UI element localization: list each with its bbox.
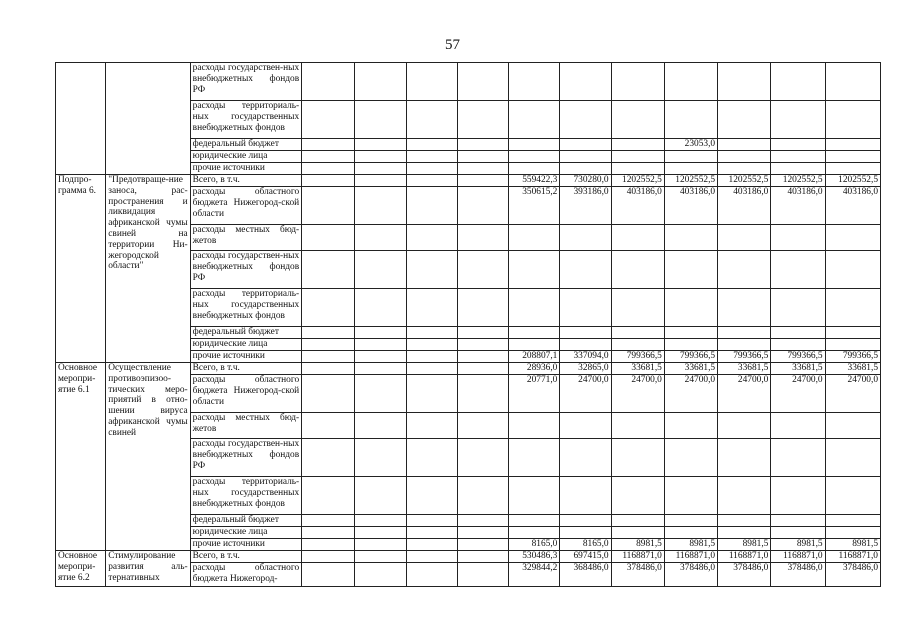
value-cell: [509, 251, 560, 289]
value-cell: [771, 289, 825, 327]
value-cell: [771, 151, 825, 163]
value-cell: 24700,0: [718, 375, 771, 413]
empty-cell: [355, 351, 406, 363]
value-cell: [560, 139, 611, 151]
value-cell: [664, 515, 717, 527]
value-cell: 337094,0: [560, 351, 611, 363]
empty-cell: [406, 515, 457, 527]
empty-cell: [355, 515, 406, 527]
empty-cell: [355, 101, 406, 139]
empty-cell: [457, 139, 508, 151]
value-cell: 403186,0: [825, 187, 880, 225]
value-cell: [560, 439, 611, 477]
value-cell: [825, 139, 880, 151]
empty-cell: [457, 327, 508, 339]
empty-cell: [457, 63, 508, 101]
value-cell: [718, 63, 771, 101]
empty-cell: [355, 139, 406, 151]
value-cell: [825, 327, 880, 339]
empty-cell: [355, 225, 406, 251]
value-cell: 24700,0: [664, 375, 717, 413]
value-cell: [825, 413, 880, 439]
value-cell: [509, 327, 560, 339]
funding-source-label: Всего, в т.ч.: [190, 175, 302, 187]
value-cell: [509, 339, 560, 351]
value-cell: [718, 289, 771, 327]
empty-cell: [406, 363, 457, 375]
funding-source-label: юридические лица: [190, 339, 302, 351]
empty-cell: [302, 339, 355, 351]
value-cell: 329844,2: [509, 563, 560, 587]
budget-table: [55, 62, 881, 587]
funding-source-label: расходы областного бюджета Нижегород-ской области: [190, 375, 302, 413]
value-cell: 33681,5: [718, 363, 771, 375]
funding-source-label: расходы местных бюд-жетов: [190, 413, 302, 439]
empty-cell: [302, 413, 355, 439]
value-cell: [771, 515, 825, 527]
empty-cell: [406, 413, 457, 439]
value-cell: 403186,0: [664, 187, 717, 225]
value-cell: [509, 101, 560, 139]
funding-source-label: прочие источники: [190, 163, 302, 175]
value-cell: 33681,5: [611, 363, 664, 375]
empty-cell: [457, 563, 508, 587]
value-cell: [771, 413, 825, 439]
value-cell: 559422,3: [509, 175, 560, 187]
value-cell: [825, 515, 880, 527]
value-cell: [611, 439, 664, 477]
value-cell: 378486,0: [664, 563, 717, 587]
value-cell: 8981,5: [664, 539, 717, 551]
funding-source-label: прочие источники: [190, 539, 302, 551]
program-name-cell: "Предотвраще-ние заноса, рас-пространения и ликвидация африканской чумы свиней на территории Ни-жегородской области": [106, 175, 190, 363]
value-cell: 1168871,0: [825, 551, 880, 563]
value-cell: [771, 63, 825, 101]
value-cell: [509, 63, 560, 101]
value-cell: 350615,2: [509, 187, 560, 225]
value-cell: 799366,5: [825, 351, 880, 363]
empty-cell: [302, 375, 355, 413]
value-cell: 24700,0: [560, 375, 611, 413]
value-cell: [718, 225, 771, 251]
empty-cell: [406, 527, 457, 539]
value-cell: [664, 251, 717, 289]
empty-cell: [302, 351, 355, 363]
value-cell: 378486,0: [825, 563, 880, 587]
value-cell: [560, 101, 611, 139]
empty-cell: [355, 527, 406, 539]
funding-source-label: расходы местных бюд-жетов: [190, 225, 302, 251]
value-cell: 8981,5: [718, 539, 771, 551]
empty-cell: [457, 225, 508, 251]
empty-cell: [355, 413, 406, 439]
empty-cell: [406, 289, 457, 327]
value-cell: 378486,0: [718, 563, 771, 587]
funding-source-label: расходы государствен-ных внебюджетных фондов РФ: [190, 63, 302, 101]
value-cell: [611, 163, 664, 175]
value-cell: [718, 439, 771, 477]
value-cell: [560, 327, 611, 339]
funding-source-label: расходы территориаль-ных государственных внебюджетных фондов: [190, 289, 302, 327]
value-cell: [664, 327, 717, 339]
empty-cell: [355, 63, 406, 101]
value-cell: 23053,0: [664, 139, 717, 151]
funding-source-label: юридические лица: [190, 151, 302, 163]
value-cell: [664, 413, 717, 439]
value-cell: 378486,0: [611, 563, 664, 587]
value-cell: [718, 327, 771, 339]
empty-cell: [355, 163, 406, 175]
empty-cell: [406, 327, 457, 339]
value-cell: [825, 439, 880, 477]
empty-cell: [302, 563, 355, 587]
value-cell: [509, 477, 560, 515]
value-cell: 403186,0: [611, 187, 664, 225]
value-cell: [611, 413, 664, 439]
value-cell: [560, 163, 611, 175]
empty-cell: [406, 101, 457, 139]
value-cell: [664, 163, 717, 175]
funding-source-label: Всего, в т.ч.: [190, 363, 302, 375]
value-cell: 33681,5: [825, 363, 880, 375]
value-cell: 1202552,5: [664, 175, 717, 187]
value-cell: [771, 251, 825, 289]
value-cell: [718, 413, 771, 439]
empty-cell: [406, 139, 457, 151]
value-cell: [771, 339, 825, 351]
funding-source-label: расходы государствен-ных внебюджетных фондов РФ: [190, 439, 302, 477]
empty-cell: [406, 375, 457, 413]
value-cell: [664, 63, 717, 101]
empty-cell: [302, 175, 355, 187]
empty-cell: [355, 339, 406, 351]
value-cell: [771, 477, 825, 515]
funding-source-label: федеральный бюджет: [190, 327, 302, 339]
empty-cell: [457, 175, 508, 187]
program-name-cell: Осуществление противоэпизоо-тических меро-приятий в отно-шении вируса африканской чумы свиней: [106, 363, 190, 551]
value-cell: 8981,5: [825, 539, 880, 551]
funding-source-label: прочие источники: [190, 351, 302, 363]
empty-cell: [457, 551, 508, 563]
empty-cell: [355, 477, 406, 515]
value-cell: 24700,0: [825, 375, 880, 413]
value-cell: [611, 527, 664, 539]
table-row: [56, 363, 881, 375]
value-cell: 799366,5: [611, 351, 664, 363]
value-cell: [664, 339, 717, 351]
empty-cell: [457, 477, 508, 515]
value-cell: [509, 163, 560, 175]
empty-cell: [457, 163, 508, 175]
table-row: [56, 551, 881, 563]
value-cell: 530486,3: [509, 551, 560, 563]
value-cell: 799366,5: [718, 351, 771, 363]
funding-source-label: юридические лица: [190, 527, 302, 539]
program-code-cell: [56, 63, 106, 175]
program-code-cell: Основное меропри-ятие 6.2: [56, 551, 106, 587]
value-cell: 1202552,5: [718, 175, 771, 187]
value-cell: [718, 251, 771, 289]
value-cell: [664, 101, 717, 139]
empty-cell: [302, 139, 355, 151]
empty-cell: [457, 515, 508, 527]
value-cell: [611, 515, 664, 527]
empty-cell: [457, 413, 508, 439]
value-cell: [509, 413, 560, 439]
empty-cell: [457, 439, 508, 477]
table-row: [56, 175, 881, 187]
empty-cell: [406, 251, 457, 289]
value-cell: [611, 63, 664, 101]
empty-cell: [302, 163, 355, 175]
value-cell: [825, 251, 880, 289]
empty-cell: [457, 101, 508, 139]
empty-cell: [355, 151, 406, 163]
empty-cell: [406, 551, 457, 563]
value-cell: [664, 289, 717, 327]
empty-cell: [406, 439, 457, 477]
empty-cell: [355, 551, 406, 563]
empty-cell: [355, 327, 406, 339]
empty-cell: [355, 363, 406, 375]
value-cell: [509, 439, 560, 477]
value-cell: 8165,0: [560, 539, 611, 551]
empty-cell: [406, 477, 457, 515]
value-cell: [825, 63, 880, 101]
value-cell: [611, 139, 664, 151]
empty-cell: [457, 351, 508, 363]
value-cell: [560, 339, 611, 351]
empty-cell: [302, 225, 355, 251]
empty-cell: [302, 439, 355, 477]
empty-cell: [457, 187, 508, 225]
value-cell: 24700,0: [771, 375, 825, 413]
value-cell: [509, 151, 560, 163]
empty-cell: [457, 527, 508, 539]
value-cell: [560, 413, 611, 439]
empty-cell: [302, 101, 355, 139]
value-cell: [509, 527, 560, 539]
value-cell: [611, 289, 664, 327]
value-cell: [718, 339, 771, 351]
value-cell: [509, 139, 560, 151]
empty-cell: [457, 339, 508, 351]
empty-cell: [302, 363, 355, 375]
empty-cell: [355, 187, 406, 225]
value-cell: 697415,0: [560, 551, 611, 563]
value-cell: 1168871,0: [718, 551, 771, 563]
page-number: 57: [445, 37, 460, 53]
value-cell: [664, 527, 717, 539]
empty-cell: [406, 63, 457, 101]
value-cell: 1168871,0: [771, 551, 825, 563]
value-cell: 1202552,5: [611, 175, 664, 187]
value-cell: 28936,0: [509, 363, 560, 375]
empty-cell: [302, 251, 355, 289]
value-cell: [611, 327, 664, 339]
value-cell: 32865,0: [560, 363, 611, 375]
value-cell: 368486,0: [560, 563, 611, 587]
empty-cell: [406, 225, 457, 251]
value-cell: [825, 151, 880, 163]
value-cell: [718, 151, 771, 163]
empty-cell: [302, 151, 355, 163]
value-cell: [664, 477, 717, 515]
empty-cell: [355, 439, 406, 477]
value-cell: 8165,0: [509, 539, 560, 551]
empty-cell: [406, 187, 457, 225]
value-cell: [771, 439, 825, 477]
empty-cell: [355, 539, 406, 551]
value-cell: [718, 139, 771, 151]
value-cell: [718, 101, 771, 139]
empty-cell: [302, 477, 355, 515]
value-cell: [560, 63, 611, 101]
empty-cell: [406, 163, 457, 175]
funding-source-label: расходы областного бюджета Нижегород-: [190, 563, 302, 587]
value-cell: 208807,1: [509, 351, 560, 363]
empty-cell: [355, 289, 406, 327]
program-name-cell: Стимулирование развития аль-тернативных: [106, 551, 190, 587]
value-cell: [611, 151, 664, 163]
value-cell: [509, 289, 560, 327]
value-cell: [664, 225, 717, 251]
value-cell: 393186,0: [560, 187, 611, 225]
empty-cell: [302, 527, 355, 539]
program-name-cell: [106, 63, 190, 175]
value-cell: [771, 139, 825, 151]
funding-source-label: расходы государствен-ных внебюджетных фондов РФ: [190, 251, 302, 289]
value-cell: [560, 527, 611, 539]
empty-cell: [302, 63, 355, 101]
table-row: [56, 63, 881, 101]
value-cell: [611, 101, 664, 139]
value-cell: [771, 527, 825, 539]
empty-cell: [302, 327, 355, 339]
value-cell: [509, 515, 560, 527]
value-cell: 1202552,5: [825, 175, 880, 187]
value-cell: 20771,0: [509, 375, 560, 413]
value-cell: [825, 101, 880, 139]
empty-cell: [406, 151, 457, 163]
empty-cell: [406, 539, 457, 551]
value-cell: [825, 225, 880, 251]
value-cell: [509, 225, 560, 251]
empty-cell: [457, 251, 508, 289]
value-cell: [771, 163, 825, 175]
empty-cell: [355, 563, 406, 587]
value-cell: 403186,0: [718, 187, 771, 225]
program-code-cell: Подпро-грамма 6.: [56, 175, 106, 363]
empty-cell: [355, 175, 406, 187]
empty-cell: [406, 175, 457, 187]
value-cell: [560, 251, 611, 289]
value-cell: [771, 225, 825, 251]
value-cell: [718, 163, 771, 175]
value-cell: [611, 339, 664, 351]
funding-source-label: расходы территориаль-ных государственных внебюджетных фондов: [190, 101, 302, 139]
value-cell: 8981,5: [611, 539, 664, 551]
empty-cell: [355, 375, 406, 413]
value-cell: [611, 251, 664, 289]
empty-cell: [457, 151, 508, 163]
value-cell: [560, 515, 611, 527]
value-cell: 378486,0: [771, 563, 825, 587]
value-cell: 24700,0: [611, 375, 664, 413]
funding-source-label: расходы территориаль-ных государственных внебюджетных фондов: [190, 477, 302, 515]
value-cell: 1168871,0: [664, 551, 717, 563]
empty-cell: [406, 351, 457, 363]
funding-source-label: федеральный бюджет: [190, 139, 302, 151]
value-cell: [611, 477, 664, 515]
value-cell: [611, 225, 664, 251]
value-cell: [664, 439, 717, 477]
program-code-cell: Основное меропри-ятие 6.1: [56, 363, 106, 551]
empty-cell: [302, 515, 355, 527]
empty-cell: [457, 539, 508, 551]
value-cell: [771, 327, 825, 339]
value-cell: 8981,5: [771, 539, 825, 551]
value-cell: 33681,5: [771, 363, 825, 375]
empty-cell: [406, 563, 457, 587]
value-cell: [825, 289, 880, 327]
value-cell: [825, 527, 880, 539]
value-cell: [560, 225, 611, 251]
value-cell: 730280,0: [560, 175, 611, 187]
value-cell: 33681,5: [664, 363, 717, 375]
funding-source-label: федеральный бюджет: [190, 515, 302, 527]
value-cell: 799366,5: [771, 351, 825, 363]
empty-cell: [302, 539, 355, 551]
funding-source-label: Всего, в т.ч.: [190, 551, 302, 563]
value-cell: [771, 101, 825, 139]
value-cell: [718, 515, 771, 527]
empty-cell: [457, 289, 508, 327]
empty-cell: [302, 187, 355, 225]
empty-cell: [457, 375, 508, 413]
value-cell: [560, 151, 611, 163]
funding-source-label: расходы областного бюджета Нижегород-ской области: [190, 187, 302, 225]
value-cell: [560, 477, 611, 515]
value-cell: 403186,0: [771, 187, 825, 225]
value-cell: 799366,5: [664, 351, 717, 363]
value-cell: [664, 151, 717, 163]
value-cell: [825, 477, 880, 515]
value-cell: [718, 527, 771, 539]
value-cell: [825, 163, 880, 175]
empty-cell: [457, 363, 508, 375]
empty-cell: [302, 289, 355, 327]
value-cell: [560, 289, 611, 327]
value-cell: 1202552,5: [771, 175, 825, 187]
value-cell: [825, 339, 880, 351]
value-cell: [718, 477, 771, 515]
empty-cell: [355, 251, 406, 289]
empty-cell: [302, 551, 355, 563]
empty-cell: [406, 339, 457, 351]
value-cell: 1168871,0: [611, 551, 664, 563]
